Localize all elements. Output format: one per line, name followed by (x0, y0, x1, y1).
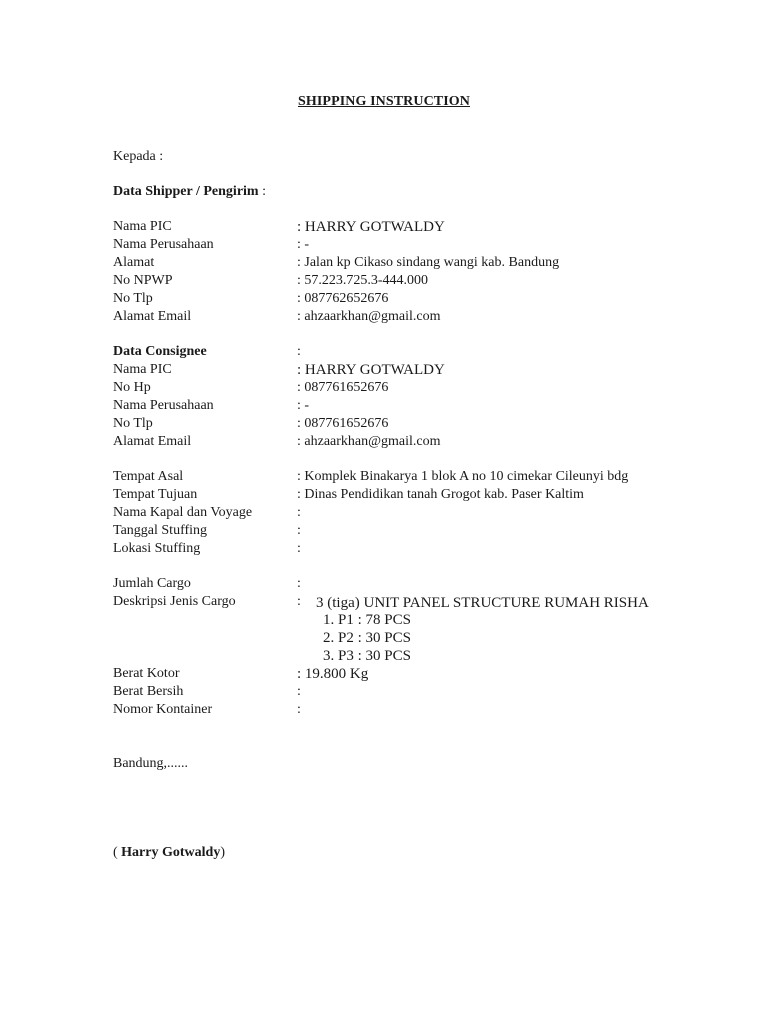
field-label: No NPWP (113, 273, 173, 288)
field-label: Nama Kapal dan Voyage (113, 505, 253, 520)
document-title: SHIPPING INSTRUCTION (298, 94, 470, 109)
shipper-heading (113, 183, 266, 201)
consignee-row-no-hp (113, 379, 733, 397)
consignee-row-nama-pic (113, 361, 733, 379)
field-label: Nama Perusahaan (113, 237, 214, 252)
field-label: No Hp (113, 380, 151, 395)
shipment-row-tanggal-stuffing (113, 522, 733, 540)
field-label: No Tlp (113, 416, 153, 431)
field-label: No Tlp (113, 291, 153, 306)
shipment-row-lokasi-stuffing (113, 540, 733, 558)
field-label: Nama PIC (113, 219, 172, 234)
recipient-label: Kepada : (113, 149, 164, 164)
cargo-item: 2. P2 : 30 PCS (323, 630, 411, 646)
field-value: : - (297, 398, 310, 413)
field-value: : 087761652676 (297, 416, 389, 431)
place-date: Bandung,...... (113, 756, 189, 771)
signature-close: ) (220, 845, 225, 860)
field-value: : Komplek Binakarya 1 blok A no 10 cimekar Cileunyi bdg (297, 469, 629, 484)
field-label: Tempat Asal (113, 469, 184, 484)
field-value: : 087762652676 (297, 291, 389, 306)
shipper-row-nama-pic (113, 218, 733, 236)
field-label: Alamat (113, 255, 155, 270)
cargo-row-berat-bersih (113, 683, 733, 701)
field-value: : Dinas Pendidikan tanah Grogot kab. Paser Kaltim (297, 487, 584, 502)
signature-open: ( (113, 845, 122, 860)
field-value: : Jalan kp Cikaso sindang wangi kab. Bandung (297, 255, 560, 270)
shipper-row-no-tlp (113, 290, 733, 308)
shipper-row-no-npwp (113, 272, 733, 290)
shipper-row-alamat-email (113, 308, 733, 326)
shipper-heading-text: Data Shipper / Pengirim (113, 184, 259, 199)
field-label: Berat Bersih (113, 684, 184, 699)
field-value: : ahzaarkhan@gmail.com (297, 309, 441, 324)
cargo-row-nomor-kontainer (113, 701, 733, 719)
field-label: Nama PIC (113, 362, 172, 377)
field-value: : (297, 541, 301, 556)
consignee-row-no-tlp (113, 415, 733, 433)
shipment-row-tempat-tujuan (113, 486, 733, 504)
field-value: : (297, 523, 301, 538)
field-value: : (297, 576, 301, 591)
consignee-row-nama-perusahaan (113, 397, 733, 415)
field-value: : 087761652676 (297, 380, 389, 395)
field-label: Nama Perusahaan (113, 398, 214, 413)
field-value: : - (297, 237, 310, 252)
shipper-row-nama-perusahaan (113, 236, 733, 254)
consignee-heading-colon: : (297, 344, 301, 359)
shipment-row-nama-kapal (113, 504, 733, 522)
field-value: : (297, 505, 301, 520)
field-label: Alamat Email (113, 309, 192, 324)
field-label: Deskripsi Jenis Cargo (113, 594, 236, 609)
field-colon: : (297, 594, 301, 609)
consignee-heading-row (113, 343, 733, 361)
consignee-row-alamat-email (113, 433, 733, 451)
shipper-heading-suffix: : (258, 184, 266, 199)
consignee-heading: Data Consignee (113, 344, 207, 359)
cargo-description: 3 (tiga) UNIT PANEL STRUCTURE RUMAH RISHA (316, 595, 649, 611)
field-label: Tempat Tujuan (113, 487, 198, 502)
field-value: : (297, 702, 301, 717)
cargo-item: 1. P1 : 78 PCS (323, 612, 411, 628)
field-value: : 57.223.725.3-444.000 (297, 273, 429, 288)
field-label: Tanggal Stuffing (113, 523, 208, 538)
field-label: Lokasi Stuffing (113, 541, 201, 556)
signature (113, 844, 225, 862)
shipment-row-tempat-asal (113, 468, 733, 486)
field-label: Nomor Kontainer (113, 702, 213, 717)
shipper-row-alamat (113, 254, 733, 272)
field-value: : (297, 684, 301, 699)
cargo-row-berat-kotor (113, 665, 733, 683)
signature-name: Harry Gotwaldy (121, 845, 221, 860)
field-label: Berat Kotor (113, 666, 180, 681)
field-label: Alamat Email (113, 434, 192, 449)
field-value: : 19.800 Kg (297, 666, 369, 682)
field-value: : ahzaarkhan@gmail.com (297, 434, 441, 449)
cargo-item: 3. P3 : 30 PCS (323, 648, 411, 664)
field-value: : HARRY GOTWALDY (297, 219, 445, 235)
field-value: : HARRY GOTWALDY (297, 362, 445, 378)
field-label: Jumlah Cargo (113, 576, 191, 591)
cargo-row-jumlah (113, 575, 733, 593)
